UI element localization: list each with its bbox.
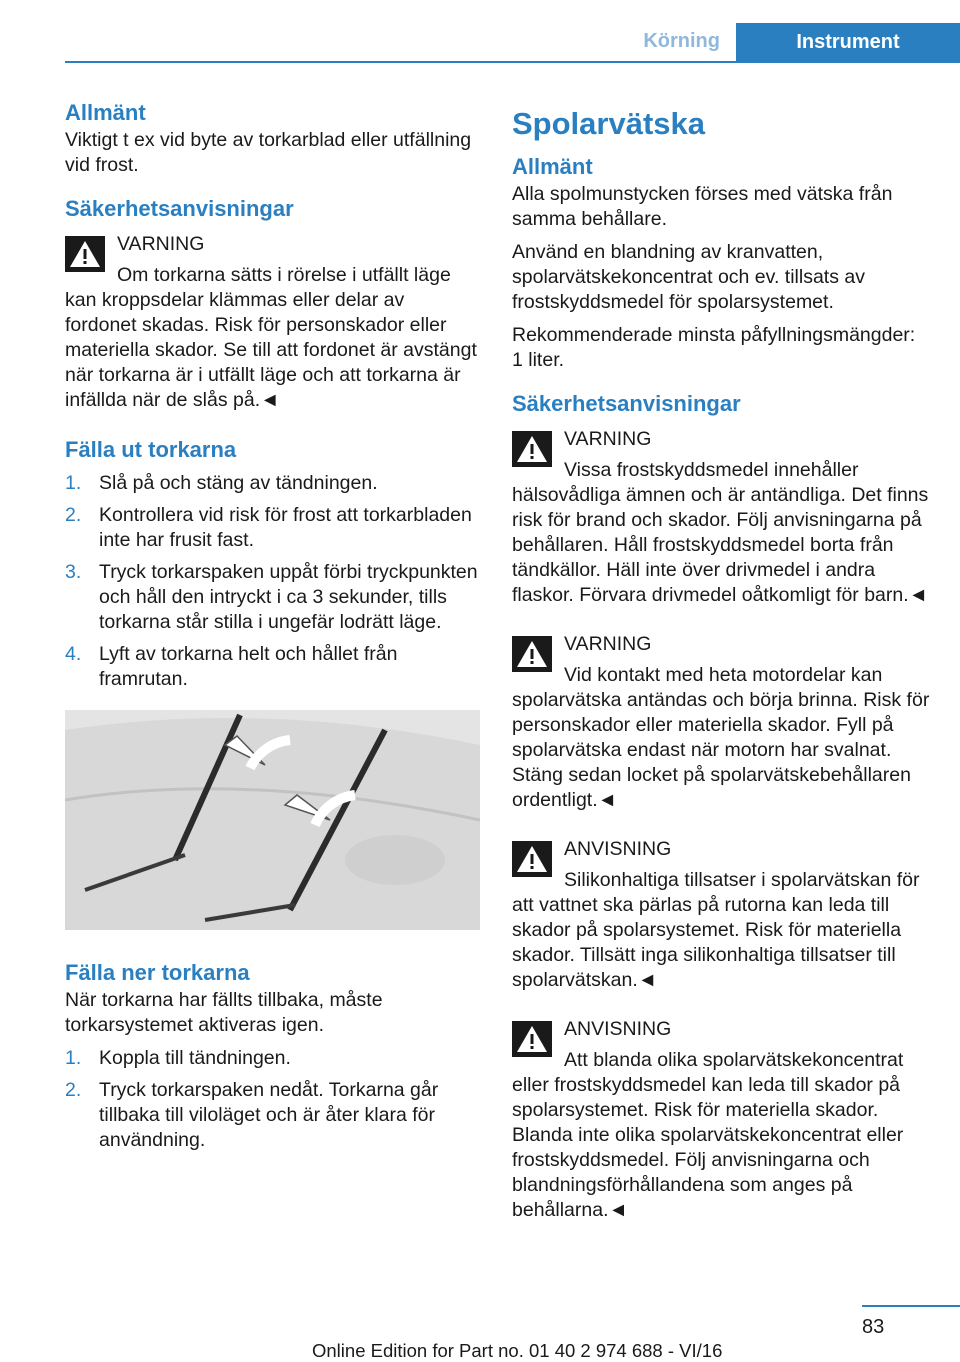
left-column — [65, 100, 480, 1160]
warning-text: Om torkarna sätts i rörelse i utfällt läge kan kroppsdelar klämmas eller delar av fordonet skadas. Risk för personskador eller materiella skador. Se till att fordonet är avstängt när torkarna är i utfällt läge och att torkarna är infällda när de slås på.◄ — [65, 264, 477, 411]
warning-title: VARNING — [117, 233, 205, 255]
warning-notice — [512, 427, 930, 608]
footer-rule — [862, 1305, 960, 1307]
list-item: 1. Koppla till tändningen. — [65, 1047, 291, 1069]
notice-title: ANVISNING — [564, 1018, 672, 1040]
page-number: 83 — [862, 1316, 885, 1338]
general-heading: Allmänt — [65, 100, 146, 125]
list-item: 4. Lyft av torkarna helt och hållet från framrutan. — [65, 643, 398, 690]
warning-triangle-icon — [512, 431, 552, 467]
fold-down-text: När torkarna har fällts tillbaka, måste torkarsystemet aktiveras igen. — [65, 989, 383, 1036]
tab-instrument[interactable]: Instrument — [736, 23, 960, 61]
paragraph: Rekommenderade minsta påfyllningsmängder: 1 liter. — [512, 324, 916, 371]
warning-title: VARNING — [564, 633, 652, 655]
notice-text: Att blanda olika spolarvätskekoncentrat eller frostskyddsmedel kan leda till skador på spolarsystemet. Risk för materiella skador. Blanda inte olika spolarvätskekoncentrat eller frostskyddsmedel. Följ anvisningarna och blandningsförhållandena som anges på behållarna.◄ — [512, 1049, 904, 1221]
notice — [512, 837, 930, 993]
warning-title: VARNING — [564, 428, 652, 450]
warning-text: Vid kontakt med heta motordelar kan spolarvätska antändas och börja brinna. Risk för personskador eller materiella skador. Fyll på spolarvätska endast när motorn har svalnat. Stäng sedan locket på spolarvätskebehållaren ordentligt.◄ — [512, 664, 930, 811]
warning-text: Vissa frostskyddsmedel innehåller hälsovådliga ämnen och är antändliga. Det finns risk för brand och skador. Följ anvisningarna på behållaren. Håll frostskyddsmedel borta från tändkällor. Häll inte över drivmedel i andra flaskor. Förvara drivmedel oåtkomligt för barn.◄ — [512, 459, 929, 606]
fold-out-heading: Fälla ut torkarna — [65, 437, 237, 462]
list-item: 3. Tryck torkarspaken uppåt förbi tryckpunkten och håll den intryckt i ca 3 sekunder, tills torkarna står stilla i ungefär lodrätt läge. — [65, 561, 478, 633]
warning-notice — [65, 232, 480, 413]
warning-triangle-icon — [512, 841, 552, 877]
general-text: Viktigt t ex vid byte av torkarblad eller utfällning vid frost. — [65, 129, 472, 176]
right-column — [512, 100, 930, 1247]
fold-down-heading: Fälla ner torkarna — [65, 960, 250, 985]
warning-triangle-icon — [65, 236, 105, 272]
warning-notice — [512, 632, 930, 813]
list-item: 1. Slå på och stäng av tändningen. — [65, 472, 378, 494]
warning-triangle-icon — [512, 1021, 552, 1057]
list-item: 2. Kontrollera vid risk för frost att torkarbladen inte har frusit fast. — [65, 504, 472, 551]
wiper-illustration — [65, 710, 480, 930]
header-rule — [65, 61, 960, 63]
notice-text: Silikonhaltiga tillsatser i spolarvätskan för att vattnet ska pärlas på rutorna kan leda till skador på spolarsystemet. Risk för materiella skador. Tillsätt inga silikonhaltiga tillsatser till spolarvätskan.◄ — [512, 869, 920, 991]
notice-title: ANVISNING — [564, 838, 672, 860]
safety-heading: Säkerhetsanvisningar — [512, 391, 741, 416]
warning-triangle-icon — [512, 636, 552, 672]
fold-down-steps — [65, 1046, 480, 1153]
fold-out-steps — [65, 471, 480, 692]
paragraph: Använd en blandning av kranvatten, spolarvätskekoncentrat och ev. tillsats av frostskyddsmedel för spolarsystemet. — [512, 241, 865, 313]
list-item: 2. Tryck torkarspaken nedåt. Torkarna går tillbaka till viloläget och är åter klara för användning. — [65, 1079, 439, 1151]
general-heading: Allmänt — [512, 154, 593, 179]
tab-korning[interactable]: Körning — [643, 30, 720, 52]
safety-heading: Säkerhetsanvisningar — [65, 196, 294, 221]
edition-text: Online Edition for Part no. 01 40 2 974 688 - VI/16 — [312, 1340, 723, 1361]
paragraph: Alla spolmunstycken förses med vätska från samma behållare. — [512, 183, 893, 230]
notice — [512, 1017, 930, 1223]
section-title: Spolarvätska — [512, 106, 705, 141]
